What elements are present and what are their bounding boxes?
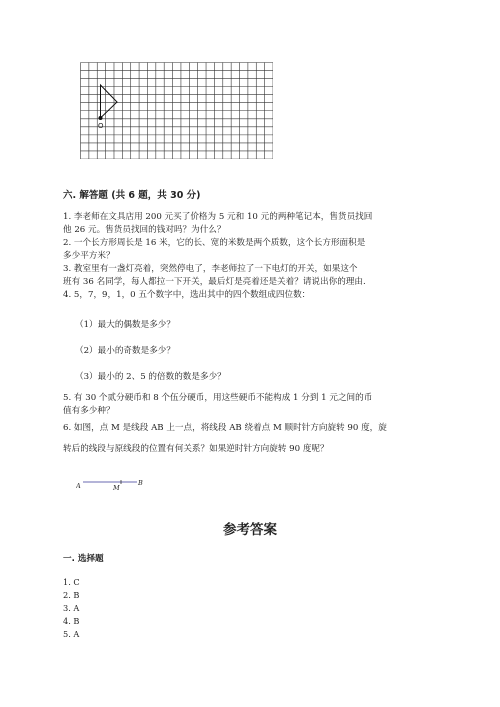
question-4-sub-3: （3）最小的 2、5 的倍数的数是多少？ [75, 372, 226, 382]
label-a: A [76, 482, 81, 490]
question-2-line-2: 多少平方米？ [63, 251, 115, 261]
label-b: B [138, 479, 143, 487]
question-2 [63, 237, 443, 263]
grid-lines [81, 63, 274, 160]
answer-4: 4. B [63, 616, 80, 626]
question-4-sub-1: （1）最大的偶数是多少？ [75, 320, 175, 330]
section-6-title: 六. 解答题 (共 6 题，共 30 分) [63, 190, 201, 201]
question-3-line-1: 3. 教室里有一盏灯亮着，突然停电了，李老师拉了一下电灯的开关，如果这个 [63, 264, 358, 274]
flag-shape [101, 85, 118, 118]
question-6-line-2: 转后的线段与原线段的位置有何关系？如果逆时针方向旋转 90 度呢？ [63, 444, 329, 454]
question-5 [63, 392, 443, 418]
question-6-line-1: 6. 如图，点 M 是线段 AB 上一点，将线段 AB 绕着点 M 顺时针方向旋转 90 度，旋 [63, 423, 387, 433]
question-4: 4. 5，7，9，1，0 五个数字中，选出其中的四个数组成四位数： [63, 290, 311, 300]
question-3-line-2: 班有 36 名同学，每人都拉一下开关，最后灯是亮着还是关着？请说出你的理由. [63, 277, 366, 287]
question-3 [63, 263, 443, 289]
answer-3: 3. A [63, 603, 80, 613]
answer-1: 1. C [63, 577, 80, 587]
answers-section-1-title: 一. 选择题 [63, 554, 104, 564]
answer-2: 2. B [63, 590, 80, 600]
question-4-sub-2: （2）最小的奇数是多少？ [75, 346, 175, 356]
origin-point [99, 116, 103, 120]
origin-label: O [98, 122, 104, 130]
question-6 [63, 418, 443, 460]
segment-figure [76, 476, 150, 490]
answers-title: 参考答案 [223, 522, 277, 538]
label-m: M [113, 484, 120, 491]
answer-5: 5. A [63, 629, 80, 639]
segment-svg [76, 477, 150, 491]
question-5-line-2: 值有多少种？ [63, 406, 115, 416]
question-5-line-1: 5. 有 30 个贰分硬币和 8 个伍分硬币，用这些硬币不能构成 1 分到 1 元之间的币 [63, 393, 373, 403]
question-1 [63, 211, 443, 237]
grid-figure [80, 62, 273, 159]
question-1-line-2: 他 26 元。售货员找回的钱对吗？为什么？ [63, 225, 226, 235]
grid-svg [80, 62, 273, 159]
question-2-line-1: 2. 一个长方形周长是 16 米，它的长、宽的米数是两个质数，这个长方形面积是 [63, 238, 366, 248]
question-1-line-1: 1. 李老师在文具店用 200 元买了价格为 5 元和 10 元的两种笔记本，售货员找回 [63, 212, 373, 222]
